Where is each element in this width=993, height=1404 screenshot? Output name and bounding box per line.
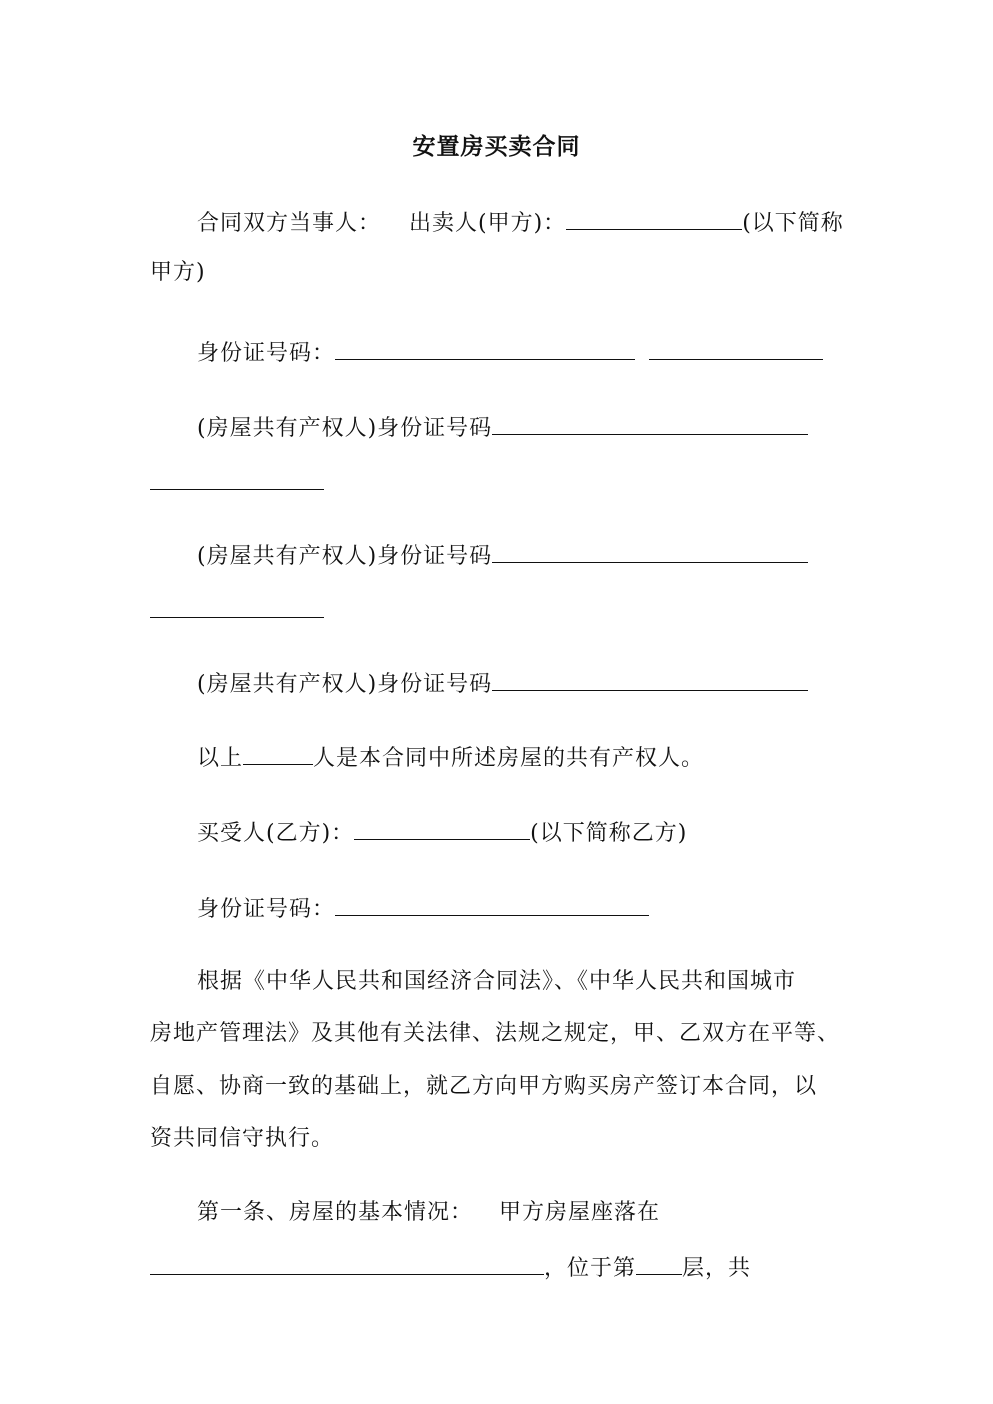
document-title: 安置房买卖合同 — [412, 133, 581, 160]
coowner-2-continuation — [150, 593, 324, 628]
buyer-id-label: 身份证号码： — [197, 897, 336, 922]
coowner-count-line — [197, 740, 704, 775]
coowner-3-line — [197, 666, 808, 701]
floor-after: 层，共 — [682, 1256, 752, 1281]
seller-label: 出卖人(甲方)： — [409, 211, 567, 236]
seller-suffix-wrap: 甲方) — [150, 260, 206, 285]
buyer-label: 买受人(乙方)： — [197, 821, 355, 846]
coowner-2-blank-2 — [150, 593, 324, 618]
seller-id-blank — [335, 335, 635, 360]
article-1-location-label: 甲方房屋座落在 — [499, 1200, 661, 1225]
basis-line-2: 房地产管理法》及其他有关法律、法规之规定，甲、乙双方在平等、 — [150, 1021, 841, 1046]
buyer-id-blank — [335, 891, 649, 916]
seller-suffix: (以下简称 — [742, 211, 844, 236]
seller-id-line — [197, 335, 823, 370]
coowner-3-blank — [492, 666, 808, 691]
seller-id-label: 身份证号码： — [197, 341, 336, 366]
coowner-1-blank — [492, 410, 808, 435]
basis-line-4: 资共同信守执行。 — [150, 1126, 335, 1151]
coowner-2-blank — [492, 538, 808, 563]
count-after: 人是本合同中所述房屋的共有产权人。 — [313, 746, 705, 771]
coowner-1-line — [197, 410, 808, 445]
coowner-1-label: (房屋共有产权人)身份证号码 — [197, 416, 493, 441]
location-blank — [150, 1250, 544, 1275]
seller-id-blank-2 — [649, 335, 823, 360]
count-before: 以上 — [197, 746, 244, 771]
coowner-count-blank — [243, 740, 313, 765]
coowner-2-label: (房屋共有产权人)身份证号码 — [197, 544, 493, 569]
article-1-heading: 第一条、房屋的基本情况： — [197, 1200, 474, 1225]
parties-line — [197, 205, 844, 240]
basis-line-1: 根据《中华人民共和国经济合同法》、《中华人民共和国城市 — [197, 969, 797, 994]
parties-intro: 合同双方当事人： — [197, 211, 382, 236]
article-1-location-line — [150, 1250, 751, 1285]
coowner-3-label: (房屋共有产权人)身份证号码 — [197, 672, 493, 697]
article-1-line — [197, 1197, 660, 1229]
floor-blank — [636, 1250, 682, 1275]
basis-line-3: 自愿、协商一致的基础上，就乙方向甲方购买房产签订本合同，以 — [150, 1074, 818, 1099]
coowner-1-blank-2 — [150, 465, 324, 490]
buyer-name-blank — [354, 815, 530, 840]
buyer-suffix: (以下简称乙方) — [530, 821, 688, 846]
coowner-2-line — [197, 538, 808, 573]
buyer-id-line — [197, 891, 649, 926]
buyer-line — [197, 815, 687, 850]
seller-name-blank — [566, 205, 742, 230]
floor-before: ，位于第 — [544, 1256, 637, 1281]
coowner-1-continuation — [150, 465, 324, 500]
